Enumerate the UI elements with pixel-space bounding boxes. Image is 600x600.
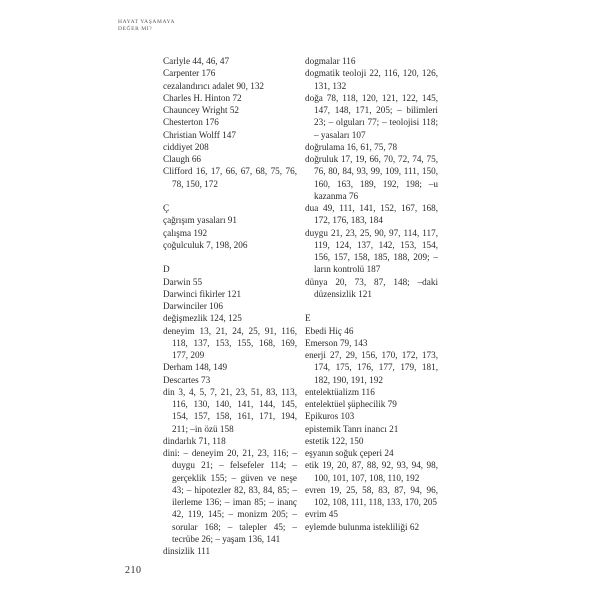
index-entry: duygu 21, 23, 25, 90, 97, 114, 117, 119, 124, 137, 142, 153, 154, 156, 157, 158, 185, 188, 209; –ların kontrolü 187 (305, 227, 438, 275)
index-entry: değişmezlik 124, 125 (163, 313, 242, 324)
index-entry: Darwinciler 106 (163, 301, 223, 311)
index-entry: dinsizlik 111 (163, 546, 211, 556)
index-entry: Claugh 66 (163, 154, 202, 164)
index-entry: dogmatik teoloji 22, 116, 120, 126, 131, 132 (305, 68, 438, 91)
index-column-left (163, 55, 297, 557)
index-entry: doğruluk 17, 19, 66, 70, 72, 74, 75, 76, 80, 84, 93, 99, 109, 111, 150, 160, 163, 189, 192, 198; –u kazanma 76 (305, 154, 438, 201)
page-number: 210 (125, 565, 142, 576)
index-entry: deneyim 13, 21, 24, 25, 91, 116, 118, 137, 153, 155, 168, 169, 177, 209 (163, 325, 297, 360)
index-entry: Descartes 73 (163, 374, 211, 385)
section-spacer (163, 251, 297, 263)
index-entry: çoğulculuk 7, 198, 206 (163, 239, 248, 250)
index-column-right (305, 55, 438, 533)
index-entry: dua 49, 111, 141, 152, 167, 168, 172, 176, 183, 184 (305, 203, 438, 226)
index-entry: ciddiyet 208 (163, 141, 209, 152)
index-entry: epistemik Tanrı inancı 21 (305, 423, 399, 434)
index-entry: evren 19, 25, 58, 83, 87, 94, 96, 102, 108, 111, 118, 133, 170, 205 (305, 484, 438, 507)
index-entry: eylemde bulunma istekliliği 62 (305, 521, 420, 532)
running-head-line-2: DEĞER MI? (118, 26, 153, 32)
index-entry: estetik 122, 150 (305, 435, 364, 446)
index-entry: dogmalar 116 (305, 56, 356, 66)
index-letter-heading: E (305, 313, 311, 324)
index-entry: Carpenter 176 (163, 68, 216, 79)
index-entry: doğa 78, 118, 120, 121, 122, 145, 147, 148, 171, 205; – bilimleri 23; – olguları 77; – teolojisi 118; – yasaları 107 (305, 92, 438, 140)
index-entry: çağrışım yasaları 91 (163, 215, 237, 226)
index-entry: Emerson 79, 143 (305, 337, 368, 348)
index-entry: dünya 20, 73, 87, 148; –daki düzensizlik 121 (305, 276, 438, 299)
index-entry: eşyanın soğuk çeperi 24 (305, 448, 394, 458)
index-entry: Clifford 16, 17, 66, 67, 68, 75, 76, 78, 150, 172 (163, 166, 297, 189)
index-letter-heading: Ç (163, 203, 170, 213)
index-entry: Darwin 55 (163, 276, 203, 287)
index-entry: doğrulama 16, 61, 75, 78 (305, 141, 398, 152)
index-entry: Darwinci fikirler 121 (163, 288, 242, 299)
index-entry: Charles H. Hinton 72 (163, 92, 242, 103)
index-entry: enerji 27, 29, 156, 170, 172, 173, 174, 175, 176, 177, 179, 181, 182, 190, 191, 192 (305, 350, 438, 385)
index-entry: Chesterton 176 (163, 117, 219, 128)
index-entry: dini: – deneyim 20, 21, 23, 116; – duygu 21; – felsefeler 114; – gerçeklik 155; – güven ve neşe 43; – hipotezler 82, 83, 84, 85; – ilerleme 136; – iman 85; – inanç 42, 119, 145; – monizm 205; – sorular 168; – talepler 45; – tecrübe 26; – yaşam 136, 141 (163, 448, 297, 544)
index-entry: çalışma 192 (163, 227, 208, 238)
index-entry: Carlyle 44, 46, 47 (163, 56, 230, 66)
section-spacer (163, 190, 297, 202)
index-letter-heading: D (163, 264, 170, 275)
index-entry: evrim 45 (305, 509, 338, 520)
running-head-line-1: HAYAT YAŞAMAYA (118, 19, 176, 25)
index-entry: Chauncey Wright 52 (163, 105, 240, 115)
index-entry: cezalandırıcı adalet 90, 132 (163, 80, 265, 91)
index-entry: dindarlık 71, 118 (163, 435, 226, 446)
running-head (118, 19, 175, 33)
section-spacer (305, 300, 438, 312)
index-entry: Epikuros 103 (305, 411, 355, 422)
index-entry: Christian Wolff 147 (163, 129, 236, 140)
index-entry: Ebedi Hiç 46 (305, 325, 354, 336)
index-entry: etik 19, 20, 87, 88, 92, 93, 94, 98, 100, 101, 107, 108, 110, 192 (305, 460, 438, 483)
index-entry: entelektüalizm 116 (305, 386, 375, 397)
index-entry: entelektüel şüphecilik 79 (305, 399, 397, 409)
index-entry: Derham 148, 149 (163, 362, 228, 373)
index-entry: din 3, 4, 5, 7, 21, 23, 51, 83, 113, 116, 130, 140, 141, 144, 145, 154, 157, 158, 161, 171, 194, 211; –in özü 158 (163, 386, 297, 434)
